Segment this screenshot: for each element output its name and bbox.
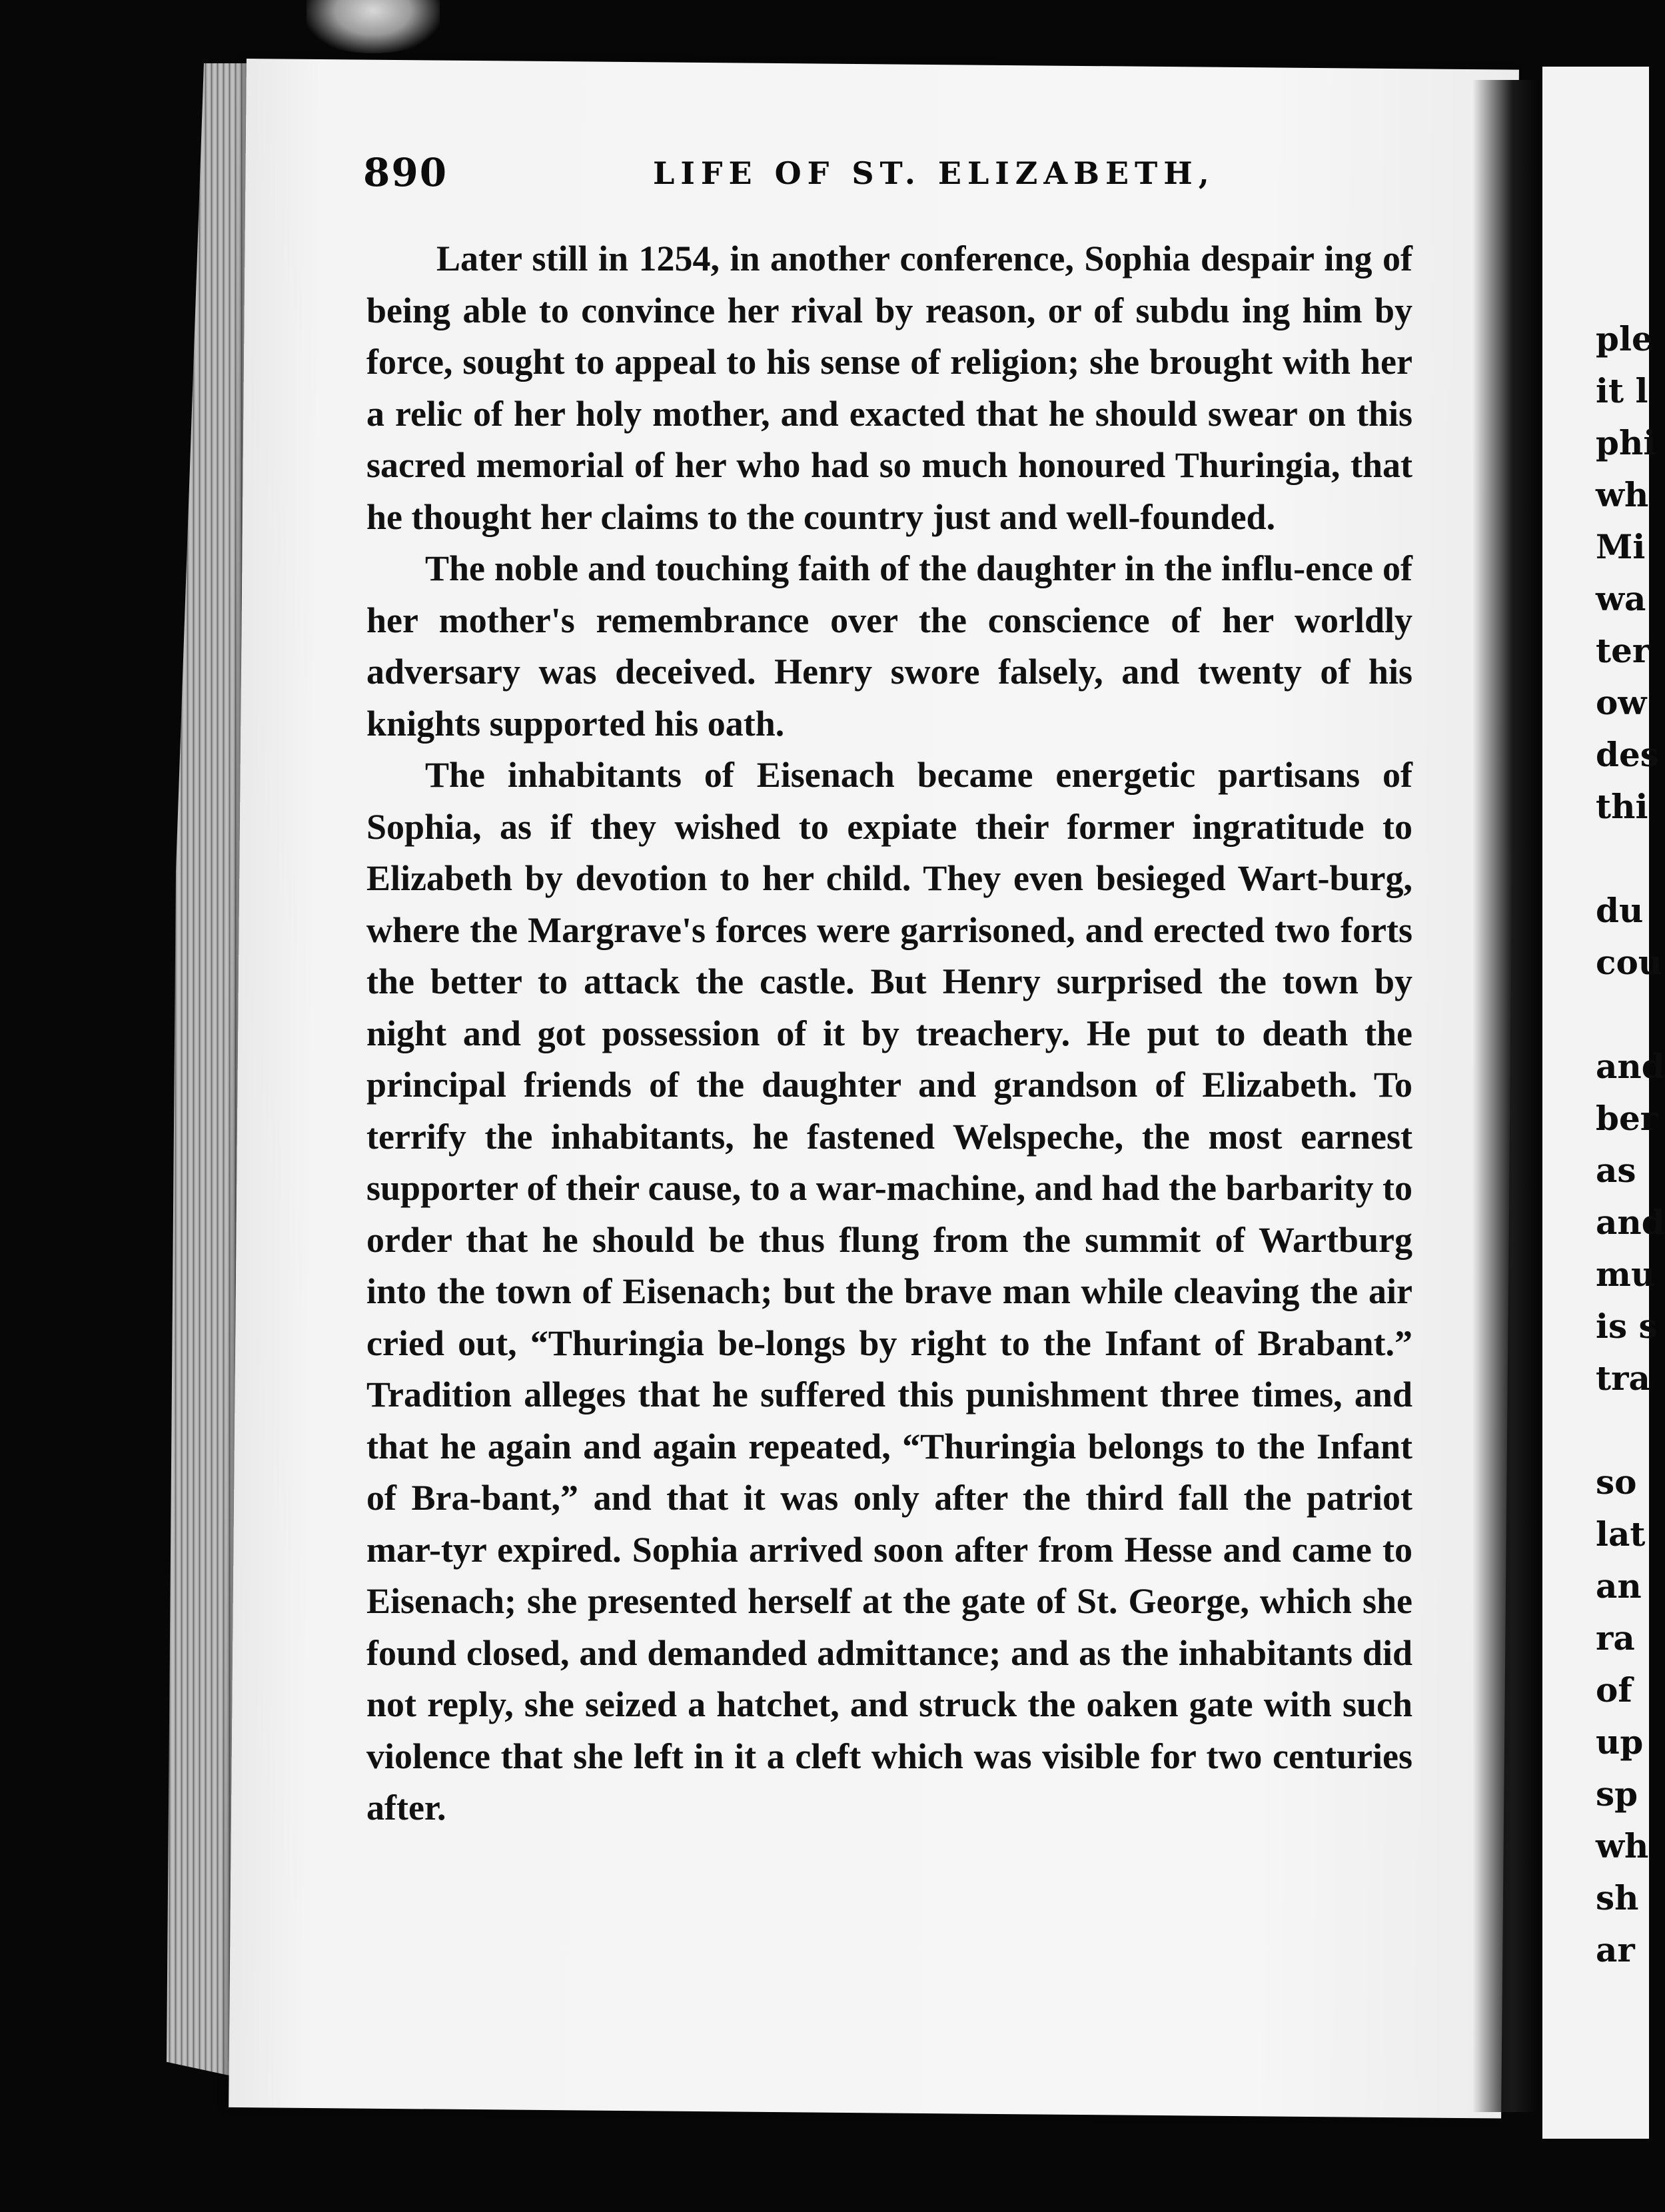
facing-page-line: as: [1596, 1151, 1636, 1190]
facing-page-line: wh: [1596, 475, 1649, 514]
facing-page-line: ple: [1596, 319, 1653, 358]
facing-page-line: up: [1596, 1722, 1644, 1762]
facing-page-line: [1596, 1404, 1665, 1456]
running-title: LIFE OF ST. ELIZABETH,: [653, 155, 1215, 191]
running-head: [363, 150, 1429, 197]
facing-page-line: an: [1596, 1566, 1642, 1606]
facing-page-line: ber: [1596, 1099, 1658, 1138]
body-text: [366, 233, 1412, 1834]
facing-page-line: mu: [1596, 1255, 1656, 1294]
facing-page-line: lat: [1596, 1514, 1646, 1554]
facing-page-line: cou: [1596, 943, 1663, 982]
facing-page-line: tra: [1596, 1359, 1650, 1398]
paragraph: The noble and touching faith of the daughter in the influ-ence of her mother's remembrance over the conscience of her worldly adversary was deceived. Henry swore falsely, and twenty of his knights supported his oath.: [366, 548, 1412, 744]
facing-page-line: sh: [1596, 1878, 1639, 1918]
facing-page-line: it l: [1596, 371, 1648, 410]
facing-page-line: [1596, 989, 1665, 1041]
facing-page-line: ra: [1596, 1618, 1635, 1658]
page-number: 890: [363, 150, 448, 195]
facing-page-line: ter: [1596, 631, 1650, 670]
paragraph: Later still in 1254, in another conference, Sophia despair ing of being able to convince her rival by reason, or of subdu ing him by force, sought to appeal to his sense of religion; she brought with her a relic of her holy mother, and exacted that he should swear on this sacred memorial of her who had so much honoured Thuringia, that he thought her claims to the country just and well-founded.: [366, 239, 1412, 537]
paragraph: The inhabitants of Eisenach became energetic partisans of Sophia, as if they wished to expiate their former ingratitude to Elizabeth by devotion to her child. They even besieged Wart-burg, where the Margrave's forces were garrisoned, and erected two forts the better to attack the castle. But Henry surprised the town by night and got possession of it by treachery. He put to death the principal friends of the daughter and grandson of Elizabeth. To terrify the inhabitants, he fastened Welspeche, the most earnest supporter of their cause, to a war-machine, and had the barbarity to order that he should be thus flung from the summit of Wartburg into the town of Eisenach; but the brave man while cleaving the air cried out, “Thuringia be-longs by right to the Infant of Brabant.” Tradition alleges that he suffered this punishment three times, and that he again and again repeated, “Thuringia belongs to the Infant of Bra-bant,” and that it was only after the third fall the patriot mar-tyr expired. Sophia arrived soon after from Hesse and came to Eisenach; she presented herself at the gate of St. George, which she found closed, and demanded admittance; and as the inhabitants did not reply, she seized a hatchet, and struck the oaken gate with such violence that she left in it a cleft which was visible for two centuries after.: [366, 755, 1412, 1828]
book-gutter: [1472, 80, 1539, 2112]
facing-page-line: wh: [1596, 1826, 1649, 1866]
facing-page-line: [1596, 833, 1665, 885]
facing-page-line: is s: [1596, 1307, 1658, 1346]
facing-page-line: of: [1596, 1670, 1632, 1710]
facing-page-line: ar: [1596, 1930, 1635, 1969]
scan-smudge: [306, 0, 440, 53]
facing-page-line: wa: [1596, 579, 1646, 618]
facing-page-line: des: [1596, 735, 1659, 774]
facing-page-line: ow: [1596, 683, 1647, 722]
facing-page-line: phi: [1596, 423, 1656, 462]
facing-page-line: and: [1596, 1047, 1665, 1086]
facing-page-line: du: [1596, 891, 1644, 930]
facing-page-line: and: [1596, 1203, 1665, 1242]
facing-page-line: Mi: [1596, 527, 1646, 566]
facing-page-line: thi: [1596, 787, 1648, 826]
facing-page-text: [1596, 313, 1665, 1976]
facing-page-line: sp: [1596, 1774, 1638, 1814]
facing-page-line: so: [1596, 1462, 1637, 1502]
